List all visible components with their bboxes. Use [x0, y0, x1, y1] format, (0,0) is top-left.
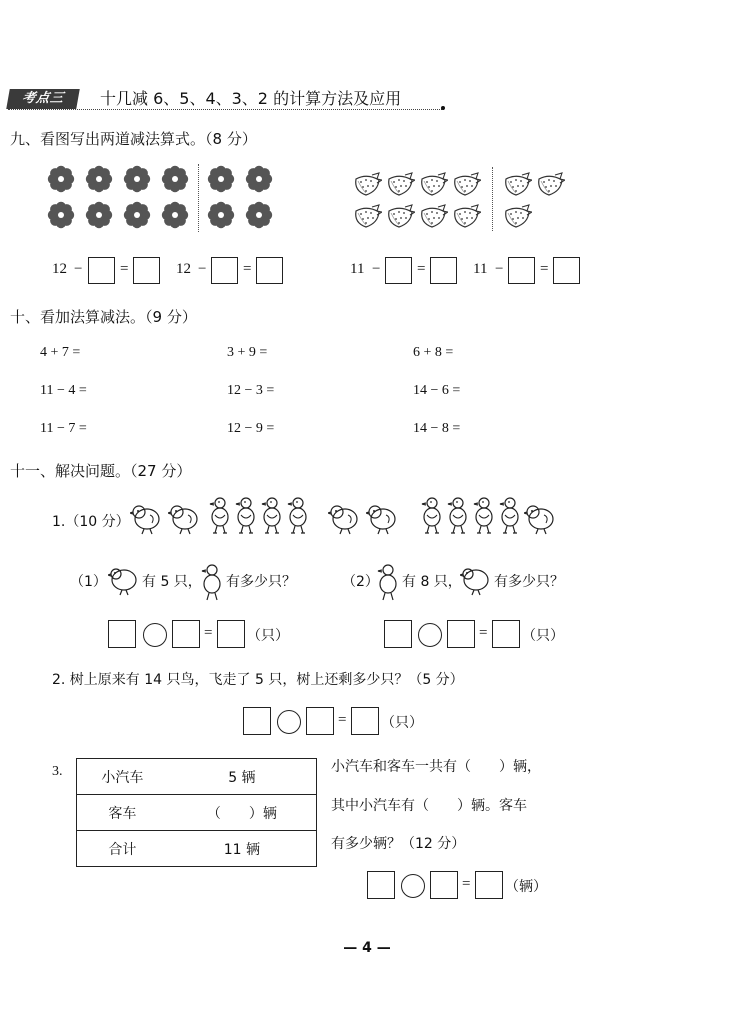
chick-icon [168, 499, 200, 535]
flower-picture [46, 164, 276, 234]
table-cell: 11 辆 [168, 831, 317, 867]
answer-box[interactable] [211, 257, 238, 284]
answer-box[interactable] [447, 620, 475, 648]
title-dot [441, 106, 445, 110]
strawberry-icon [502, 201, 532, 229]
unit-label: （只） [522, 628, 564, 644]
answer-box[interactable] [217, 620, 245, 648]
problem1-sub1 [70, 562, 330, 602]
page-number: — 4 — [343, 940, 391, 956]
strawberry-icon [352, 201, 382, 229]
answer-box[interactable] [88, 257, 115, 284]
dotted-divider [492, 167, 493, 231]
section-badge: 考点三 [6, 89, 80, 109]
table-row [77, 795, 317, 831]
chick-icon [130, 499, 162, 535]
minus-sign: − [495, 261, 504, 277]
operator-circle[interactable] [418, 623, 442, 647]
q10-item: 12 − 9 = [227, 421, 275, 436]
flower-icon [46, 164, 76, 194]
flower-icon [84, 200, 114, 230]
minus-sign: − [198, 261, 207, 277]
flower-icon [160, 200, 190, 230]
minus-sign: − [74, 261, 83, 277]
table-cell[interactable]: （ ）辆 [168, 795, 317, 831]
answer-box[interactable] [133, 257, 160, 284]
strawberry-icon [418, 169, 448, 197]
q10-title: 十、看加法算减法。（9 分） [10, 308, 197, 326]
table-row [77, 759, 317, 795]
q10-item: 11 − 7 = [40, 421, 87, 436]
sub-number: （1） [70, 574, 107, 590]
flower-icon [206, 164, 236, 194]
equals-sign: = [417, 261, 426, 277]
q10-item: 14 − 8 = [413, 421, 461, 436]
unit-label: （只） [381, 715, 423, 731]
equals-sign: = [120, 261, 129, 277]
q11-title: 十一、解决问题。（27 分） [10, 462, 192, 480]
problem2-text: 2. 树上原来有 14 只鸟，飞走了 5 只，树上还剩多少只？（5 分） [52, 672, 464, 688]
chick-icon [108, 562, 140, 596]
table-cell: 小汽车 [77, 759, 168, 795]
strawberry-icon [451, 169, 481, 197]
minuend: 11 [350, 261, 365, 277]
equals-sign: = [243, 261, 252, 277]
chick-icon [328, 499, 360, 535]
answer-box[interactable] [384, 620, 412, 648]
q9-equation-1 [52, 255, 172, 285]
unit-label: （辆） [505, 879, 547, 895]
answer-box[interactable] [306, 707, 334, 735]
answer-box[interactable] [351, 707, 379, 735]
chick-icon [524, 499, 556, 535]
strawberry-icon [385, 201, 415, 229]
sub-question: 有多少只？ [226, 574, 296, 590]
problem3-line1: 小汽车和客车一共有（ ）辆， [331, 759, 541, 775]
flower-icon [244, 200, 274, 230]
answer-box[interactable] [508, 257, 535, 284]
q10-item: 11 − 4 = [40, 383, 87, 398]
strawberry-icon [385, 169, 415, 197]
unit-label: （只） [247, 628, 289, 644]
equals-sign: = [462, 876, 471, 892]
strawberry-icon [418, 201, 448, 229]
section-title: 十几减 6、5、4、3、2 的计算方法及应用 [100, 89, 402, 108]
answer-box[interactable] [243, 707, 271, 735]
problem3-line2: 其中小汽车有（ ）辆。客车 [331, 798, 527, 814]
flower-icon [206, 200, 236, 230]
strawberry-icon [535, 169, 565, 197]
q10-item: 4 + 7 = [40, 345, 81, 360]
q10-item: 14 − 6 = [413, 383, 461, 398]
equals-sign: = [540, 261, 549, 277]
problem1-label: 1.（10 分） [52, 514, 130, 530]
flower-icon [84, 164, 114, 194]
problem1-sub2 [342, 562, 602, 602]
answer-box[interactable] [385, 257, 412, 284]
answer-box[interactable] [108, 620, 136, 648]
duckling-icon [286, 495, 318, 531]
sub-text: 有 8 只， [402, 574, 462, 590]
q10-item: 12 − 3 = [227, 383, 275, 398]
answer-box[interactable] [172, 620, 200, 648]
strawberry-icon [451, 201, 481, 229]
sub-question: 有多少只？ [494, 574, 564, 590]
operator-circle[interactable] [401, 874, 425, 898]
flower-icon [46, 200, 76, 230]
bird-picture [130, 495, 570, 539]
answer-box[interactable] [553, 257, 580, 284]
answer-box[interactable] [430, 871, 458, 899]
equals-sign: = [479, 625, 488, 641]
dotted-divider [198, 164, 199, 232]
q9-equation-2 [176, 255, 296, 285]
operator-circle[interactable] [277, 710, 301, 734]
equals-sign: = [338, 712, 347, 728]
title-underline [8, 109, 444, 110]
problem3-label: 3. [52, 764, 63, 779]
problem3-line3: 有多少辆？（12 分） [331, 836, 466, 852]
problem3-answer [367, 869, 567, 901]
minuend: 12 [52, 261, 67, 277]
answer-box[interactable] [256, 257, 283, 284]
answer-box[interactable] [430, 257, 457, 284]
chick-icon [366, 499, 398, 535]
operator-circle[interactable] [143, 623, 167, 647]
answer-box[interactable] [475, 871, 503, 899]
minuend: 12 [176, 261, 191, 277]
table-row [77, 831, 317, 867]
sub-number: （2） [342, 574, 379, 590]
strawberry-icon [502, 169, 532, 197]
minuend: 11 [473, 261, 488, 277]
chick-icon [460, 562, 492, 596]
answer-box[interactable] [367, 871, 395, 899]
table-cell: 合计 [77, 831, 168, 867]
equals-sign: = [204, 625, 213, 641]
minus-sign: − [372, 261, 381, 277]
q10-item: 3 + 9 = [227, 345, 268, 360]
problem1-answer-2 [384, 618, 584, 650]
duckling-icon [200, 562, 224, 602]
flower-icon [244, 164, 274, 194]
problem2-answer [243, 705, 443, 737]
table-cell: 客车 [77, 795, 168, 831]
answer-box[interactable] [492, 620, 520, 648]
strawberry-icon [352, 169, 382, 197]
q10-item: 6 + 8 = [413, 345, 454, 360]
table-cell: 5 辆 [168, 759, 317, 795]
flower-icon [122, 200, 152, 230]
flower-icon [160, 164, 190, 194]
q9-title: 九、看图写出两道减法算式。（8 分） [10, 130, 257, 148]
duckling-icon [376, 562, 400, 602]
problem1-answer-1 [108, 618, 308, 650]
cars-table [76, 758, 317, 867]
sub-text: 有 5 只， [142, 574, 202, 590]
strawberry-picture [352, 167, 578, 233]
q9-equation-4 [473, 255, 593, 285]
q9-equation-3 [350, 255, 470, 285]
flower-icon [122, 164, 152, 194]
